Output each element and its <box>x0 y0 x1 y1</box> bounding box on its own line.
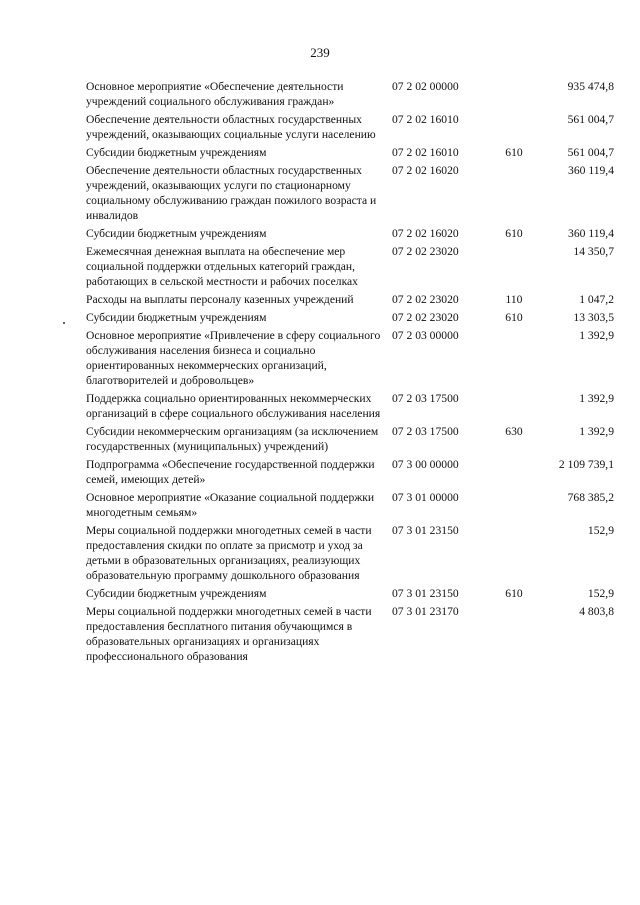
table-row <box>86 490 614 523</box>
row-vr <box>496 328 532 391</box>
row-amount: 152,9 <box>587 587 614 600</box>
table-row <box>86 391 614 424</box>
table-row <box>86 604 614 667</box>
page-number: 239 <box>310 45 330 60</box>
row-amount: 1 392,9 <box>579 425 614 438</box>
row-code: 07 3 01 23150 <box>392 587 459 600</box>
row-vr <box>496 391 532 424</box>
row-code: 07 2 03 17500 <box>392 425 459 438</box>
table-row <box>86 328 614 391</box>
row-code: 07 2 02 16020 <box>392 227 459 240</box>
row-vr <box>496 244 532 292</box>
row-vr: 610 <box>505 146 523 159</box>
row-amount: 1 392,9 <box>579 329 614 342</box>
table-row <box>86 145 614 163</box>
table-row <box>86 79 614 112</box>
row-amount: 1 047,2 <box>579 293 614 306</box>
row-vr: 610 <box>505 227 523 240</box>
row-name: Подпрограмма «Обеспечение государственной поддержки семей, имеющих детей» <box>86 458 375 486</box>
table-row <box>86 163 614 226</box>
stray-mark <box>63 322 65 324</box>
row-amount: 13 303,5 <box>573 311 614 324</box>
row-amount: 768 385,2 <box>567 491 614 504</box>
table-row <box>86 523 614 586</box>
row-amount: 14 350,7 <box>573 245 614 258</box>
table-row <box>86 310 614 328</box>
row-vr: 110 <box>505 293 523 306</box>
row-code: 07 2 02 16020 <box>392 164 459 177</box>
row-vr <box>496 490 532 523</box>
table-row <box>86 112 614 145</box>
row-vr: 610 <box>505 311 523 324</box>
row-name: Обеспечение деятельности областных государственных учреждений, оказывающих услуги по стационарному социальному обслуживанию граждан пожилого возраста и инвалидов <box>86 164 377 222</box>
row-code: 07 2 02 16010 <box>392 113 459 126</box>
row-vr <box>496 112 532 145</box>
row-amount: 1 392,9 <box>579 392 614 405</box>
row-code: 07 3 00 00000 <box>392 458 459 471</box>
row-amount: 4 803,8 <box>579 605 614 618</box>
row-name: Меры социальной поддержки многодетных семей в части предоставления бесплатного питания обучающимся в образовательных организациях и организациях профессионального образования <box>86 605 372 663</box>
table-row <box>86 226 614 244</box>
row-vr <box>496 163 532 226</box>
row-vr <box>496 79 532 112</box>
row-name: Основное мероприятие «Оказание социальной поддержки многодетным семьям» <box>86 491 375 519</box>
row-vr <box>496 523 532 586</box>
row-name: Меры социальной поддержки многодетных семей в части предоставления скидки по оплате за присмотр и уход за детьми в образовательных организациях, реализующих образовательную программу дошкольного образования <box>86 524 372 582</box>
row-name: Субсидии бюджетным учреждениям <box>86 227 267 240</box>
table-row <box>86 586 614 604</box>
row-code: 07 2 03 00000 <box>392 329 459 342</box>
row-name: Субсидии бюджетным учреждениям <box>86 146 267 159</box>
row-vr: 630 <box>505 425 523 438</box>
row-name: Субсидии бюджетным учреждениям <box>86 587 267 600</box>
row-vr: 610 <box>505 587 523 600</box>
row-name: Обеспечение деятельности областных государственных учреждений, оказывающих социальные услуги населению <box>86 113 376 141</box>
row-amount: 561 004,7 <box>567 113 614 126</box>
row-vr <box>496 604 532 667</box>
row-amount: 561 004,7 <box>567 146 614 159</box>
table-row <box>86 424 614 457</box>
table-row <box>86 457 614 490</box>
row-amount: 2 109 739,1 <box>558 458 614 471</box>
row-name: Основное мероприятие «Привлечение в сферу социального обслуживания населения бизнеса и социально ориентированных некоммерческих организаций, благотворителей и добровольцев» <box>86 329 381 387</box>
row-code: 07 2 02 23020 <box>392 245 459 258</box>
row-code: 07 3 01 23170 <box>392 605 459 618</box>
row-amount: 152,9 <box>587 524 614 537</box>
row-code: 07 3 01 23150 <box>392 524 459 537</box>
row-code: 07 2 02 23020 <box>392 293 459 306</box>
row-name: Субсидии некоммерческим организациям (за исключением государственных (муниципальных) учреждений) <box>86 425 379 453</box>
table-row <box>86 292 614 310</box>
row-name: Основное мероприятие «Обеспечение деятельности учреждений социального обслуживания граждан» <box>86 80 344 108</box>
row-code: 07 2 02 00000 <box>392 80 459 93</box>
row-vr <box>496 457 532 490</box>
row-code: 07 2 02 23020 <box>392 311 459 324</box>
row-code: 07 2 02 16010 <box>392 146 459 159</box>
row-name: Субсидии бюджетным учреждениям <box>86 311 267 324</box>
row-name: Поддержка социально ориентированных некоммерческих организаций в сфере социального обслуживания населения <box>86 392 381 420</box>
row-code: 07 3 01 00000 <box>392 491 459 504</box>
row-amount: 360 119,4 <box>568 227 614 240</box>
row-name: Расходы на выплаты персоналу казенных учреждений <box>86 293 354 306</box>
row-code: 07 2 03 17500 <box>392 392 459 405</box>
budget-table <box>86 79 614 667</box>
table-row <box>86 244 614 292</box>
row-amount: 935 474,8 <box>567 80 614 93</box>
row-name: Ежемесячная денежная выплата на обеспечение мер социальной поддержки отдельных категорий граждан, работающих в сельской местности и рабочих поселках <box>86 245 358 288</box>
row-amount: 360 119,4 <box>568 164 614 177</box>
